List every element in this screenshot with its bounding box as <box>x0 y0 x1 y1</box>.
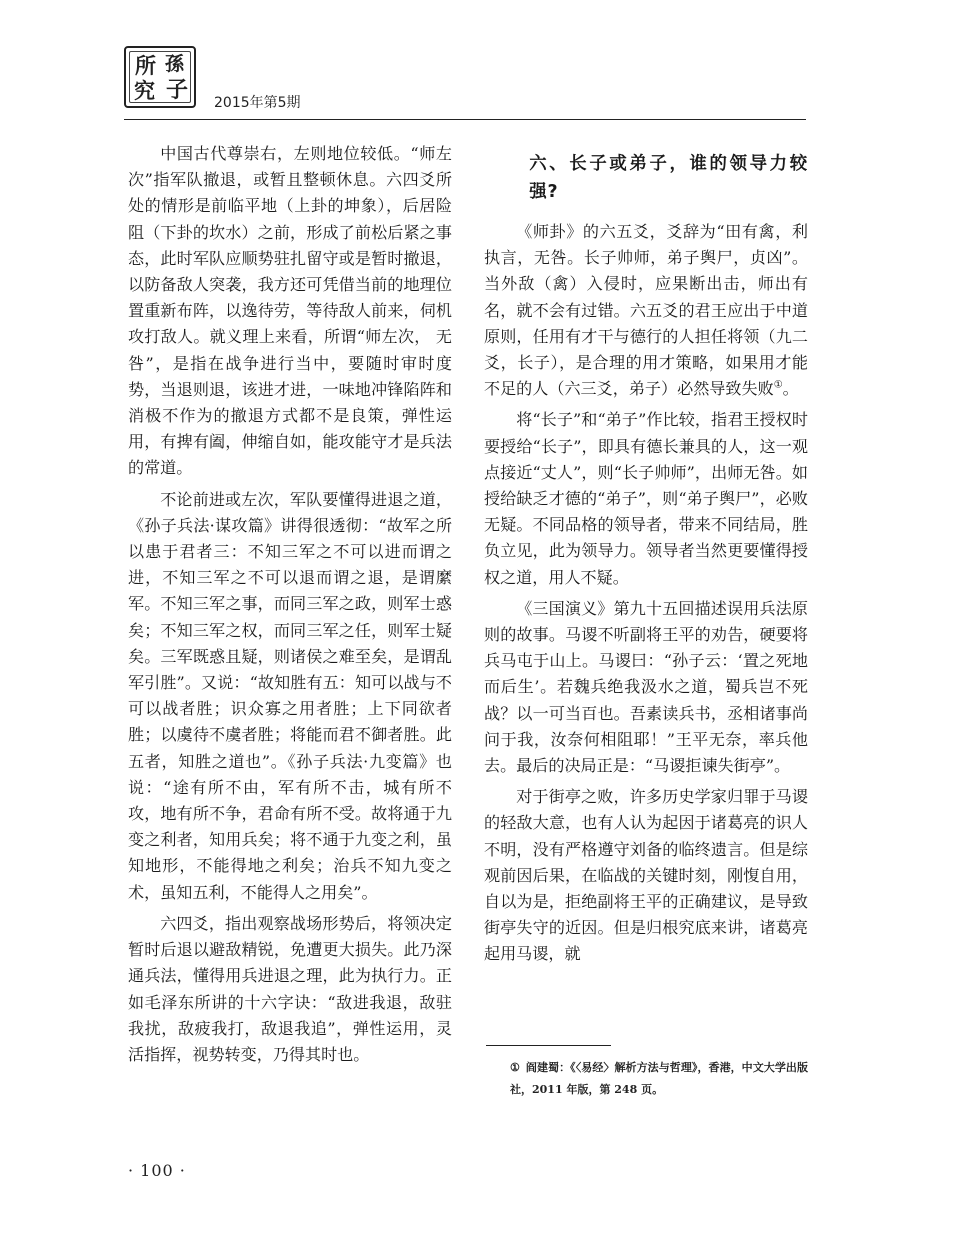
footnote-text: 阎建蜀：《〈易经〉解析方法与哲理》，香港，中文大学出版社，2011 年版，第 248 页。 <box>510 1061 808 1096</box>
paragraph-end: 。 <box>782 379 799 399</box>
logo-char-3: 究 <box>134 79 155 103</box>
body-paragraph <box>484 219 808 402</box>
footnote-divider <box>486 1045 611 1046</box>
body-paragraph: 不论前进或左次，军队要懂得进退之道，《孙子兵法·谋攻篇》讲得很透彻：“故军之所以患于君者三：不知三军之不可以进而谓之进，不知三军之不可以退而谓之退，是谓縻军。不知三军之事，而同三军之政，则军士惑矣；不知三军之权，而同三军之任，则军士疑矣。三军既惑且疑，则诸侯之难至矣，是谓乱军引胜”。又说：“故知胜有五：知可以战与不可以战者胜；识众寡之用者胜；上下同欲者胜；以虞待不虞者胜；将能而君不御者胜。此五者，知胜之道也”。《孙子兵法·九变篇》也说：“途有所不由，军有所不击，城有所不攻，地有所不争，君命有所不受。故将通于九变之利者，知用兵矣；将不通于九变之利，虽知地形，不能得地之利矣；治兵不知九变之术，虽知五利，不能得人之用矣”。 <box>128 489 452 902</box>
body-paragraph: 将“长子”和“弟子”作比较，指君王授权时要授给“长子”，即具有德长兼具的人，这一观点接近“丈人”，则“长子帅师”，出师无咎。如授给缺乏才德的“弟子”，则“弟子舆尸”，必败无疑。不同品格的领导者，带来不同结局，胜负立见，此为领导力。领导者当然更要懂得授权之道，用人不疑。 <box>484 410 808 587</box>
footnote <box>510 1057 808 1101</box>
footnote-marker: ① <box>510 1061 520 1074</box>
journal-logo <box>124 46 196 108</box>
body-paragraph: 对于街亭之败，许多历史学家归罪于马谡的轻敌大意，也有人认为起因于诸葛亮的识人不明，没有严格遵守刘备的临终遗言。但是综观前因后果，在临战的关键时刻，刚愎自用，自以为是，拒绝副将王平的正确建议，是导致街亭失守的近因。但是归根究底来讲，诸葛亮起用马谡，就 <box>484 787 808 964</box>
footnote-reference: ① <box>773 379 783 391</box>
body-paragraph: 六四爻，指出观察战场形势后，将领决定暂时后退以避敌精锐，免遭更大损失。此乃深通兵法，懂得用兵进退之理，此为执行力。正如毛泽东所讲的十六字诀：“敌进我退，敌驻我扰，敌疲我打，敌退我追”，弹性运用，灵活指挥，视势转变，乃得其时也。 <box>128 913 452 1064</box>
page-number: · 100 · <box>128 1161 186 1180</box>
issue-label: 2015年第5期 <box>214 95 301 111</box>
right-column <box>484 141 808 968</box>
body-paragraph: 中国古代尊崇右，左则地位较低。“师左次”指军队撤退，或暂且整顿休息。六四爻所处的情形是前临平地（上卦的坤象），后居险阻（下卦的坎水）之前，形成了前松后紧之事态，此时军队应顺势驻扎留守或是暂时撤退，以防备敌人突袭，我方还可凭借当前的地理位置重新布阵，以逸待劳，等待敌人前来，伺机攻打敌人。就义理上来看，所谓“师左次， 无咎”，是指在战争进行当中，要随时审时度势，当退则退，该进才进，一味地冲锋陷阵和消极不作为的撤退方式都不是良策，弹性运用，有捭有阖，伸缩自如，能攻能守才是兵法的常道。 <box>128 144 452 478</box>
paragraph-text: 《师卦》的六五爻，爻辞为“田有禽，利执言，无咎。长子帅师，弟子舆尸，贞凶”。当外敌（禽）入侵时，应果断出击，师出有名，就不会有过错。六五爻的君王应出于中道原则，任用有才干与德行的人担任将领（九二爻，长子），是合理的用才策略，如果用才能不足的人（六三爻，弟子）必然导致失败 <box>484 222 808 399</box>
section-heading: 六、长子或弟子，谁的领导力较强? <box>529 154 808 202</box>
left-column <box>128 141 452 1068</box>
header-divider <box>124 119 806 120</box>
logo-char-1: 所 <box>135 54 156 78</box>
body-paragraph: 《三国演义》第九十五回描述误用兵法原则的故事。马谡不听副将王平的劝告，硬要将兵马屯于山上。马谡曰：“孙子云：‘置之死地而后生’。若魏兵绝我汲水之道，蜀兵岂不死战？以一可当百也。吾素读兵书，丞相诸事尚问于我，汝奈何相阻耶！”王平无奈，率兵他去。最后的决局正是：“马谡拒谏失街亭”。 <box>484 598 808 776</box>
logo-char-2: 孫 <box>165 53 185 75</box>
logo-char-4: 子 <box>166 78 189 103</box>
